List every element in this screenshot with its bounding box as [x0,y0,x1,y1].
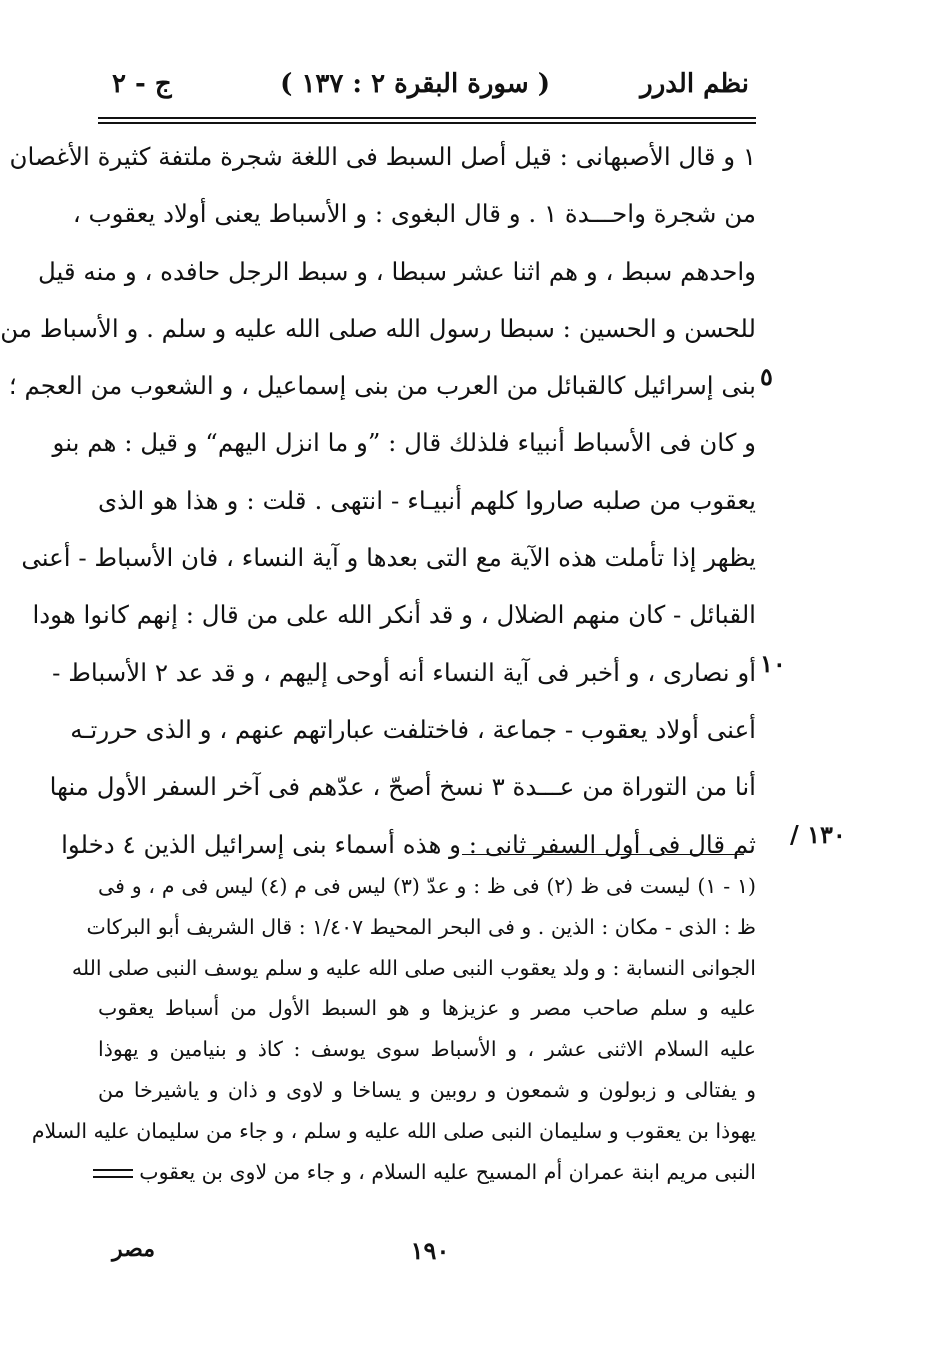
text-line: من شجرة واحـــدة ١ . و قال البغوى : و الأسباط يعنى أولاد يعقوب ، [72,199,756,229]
footnote-line: (١ - ١) ليست فى ظ (٢) فى ظ : و عدّ (٣) ليس فى م (٤) ليس فى م ، و فى [98,874,756,898]
text-line: للحسن و الحسين : سبطا رسول الله صلى الله عليه و سلم . و الأسباط من [0,313,756,343]
footnote-line: عليه و سلم صاحب مصر و عزيزها و هو السبط الأول من أسباط يعقوب [98,996,756,1021]
text-line: أنا من التوراة من عـــدة ٣ نسخ أصحّ ، عدّهم فى آخر السفر الأول منها [49,772,756,802]
footnotes [31,866,756,1192]
footnote-line: يهوذا بن يعقوب و سليمان النبى صلى الله عليه و سلم ، و جاء من سليمان عليه السلام [31,1118,756,1143]
text-line: أو نصارى ، و أخبر فى آية النساء أنه أوحى إليهم ، و قد عد ٢ الأسباط - [52,657,756,687]
text-line: و كان فى الأسباط أنبياء فلذلك قال : ”و ما انزل اليهم“ و قيل : هم بنو [52,428,756,458]
page-number: ١٩٠ [410,1236,450,1265]
header-rule-bottom [98,122,756,124]
volume-label: ج - ٢ [112,69,172,99]
text-line: القبائل - كان منهم الضلال ، و قد أنكر الله على من قال : إنهم كانوا هودا [32,600,756,630]
text-line: واحدهم سبط ، و هم اثنا عشر سبطا ، و سبط الرجل حافده ، و منه قيل [37,256,756,286]
header-rule-top [98,117,756,119]
footnote-separator [462,854,744,855]
main-text [0,128,756,873]
text-line: يعقوب من صلبه صاروا كلهم أنبيـاء - انتهى . قلت : و هذا هو الذى [98,485,756,515]
printer-mark: مصر [112,1236,156,1262]
text-line: ثم قال فى أول السفر ثانى : و هذه أسماء بنى إسرائيل الذين ٤ دخلوا [61,829,756,859]
footnote-line: ظ : الذى - مكان : الذين . و فى البحر المحيط ١/٤٠٧ : قال الشريف أبو البركات [86,914,756,939]
continuation-mark [93,1169,133,1178]
footnote-last-text: النبى مريم ابنة عمران أم المسيح عليه السلام ، و جاء من لاوى بن يعقوب [139,1159,756,1184]
book-title: نظم الدرر [640,69,749,99]
footnote-line: و يفتالى و زبولون و شمعون و روبين و يساخا و لاوى و ذان و ياشيرخا من [98,1077,756,1102]
line-number-10: ١٠ [760,649,786,678]
text-line: أعنى أولاد يعقوب - جماعة ، فاختلفت عباراتهم عنهم ، و الذى حررتـه [70,714,756,744]
surah-reference: ( سورة البقرة ٢ : ١٣٧ ) [280,69,550,99]
line-number-5: ٥ [760,362,773,391]
text-line: ١ و قال الأصبهانى : قيل أصل السبط فى اللغة شجرة ملتفة كثيرة الأغصان [9,142,756,171]
text-line: بنى إسرائيل كالقبائل من العرب من بنى إسماعيل ، و الشعوب من العجم ؛ [8,371,756,401]
footnote-line: عليه السلام الاثنى عشر ، و الأسباط سوى يوسف : كاذ و بنيامين و يهوذا [98,1037,756,1062]
footnote-line-last [98,1152,756,1193]
text-line: يظهر إذا تأملت هذه الآية مع التى بعدها و آية النساء ، فان الأسباط - أعنى [21,543,756,573]
margin-page-reference: ١٣٠ / [790,820,846,849]
footnote-line: الجوانى النسابة : و ولد يعقوب النبى صلى الله عليه و سلم يوسف النبى صلى الله [71,955,756,980]
